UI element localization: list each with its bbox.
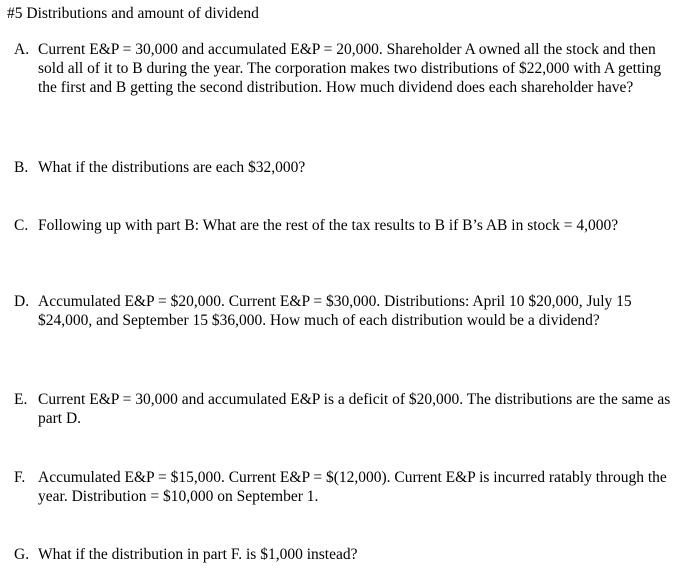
question-text: Current E&P = 30,000 and accumulated E&P is a deficit of $20,000. The distributions are the same as part D. <box>38 391 671 427</box>
question-g <box>14 545 678 564</box>
question-text: Current E&P = 30,000 and accumulated E&P = 20,000. Shareholder A owned all the stock and then sold all of it to B during the year. The corporation makes two distributions of $22,000 with A getting the first and B getting the second distribution. How much dividend does each shareholder have? <box>38 41 662 96</box>
question-letter: F. <box>14 469 26 486</box>
question-b <box>14 158 678 177</box>
document-title: #5 Distributions and amount of dividend <box>7 5 259 22</box>
question-letter: G. <box>14 546 30 563</box>
question-c <box>14 216 678 235</box>
question-letter: A. <box>14 41 30 58</box>
question-text: Accumulated E&P = $20,000. Current E&P = $30,000. Distributions: April 10 $20,000, July 15 $24,000, and September 15 $36,000. How much of each distribution would be a dividend? <box>38 293 632 329</box>
question-letter: D. <box>14 293 30 310</box>
question-text: Following up with part B: What are the rest of the tax results to B if B’s AB in stock = 4,000? <box>38 217 619 234</box>
question-e <box>14 390 678 428</box>
question-text: What if the distributions are each $32,000? <box>38 159 306 176</box>
question-letter: B. <box>14 159 29 176</box>
question-text: Accumulated E&P = $15,000. Current E&P = $(12,000). Current E&P is incurred ratably through the year. Distribution = $10,000 on September 1. <box>38 469 667 505</box>
question-text: What if the distribution in part F. is $1,000 instead? <box>38 546 358 563</box>
question-letter: E. <box>14 391 28 408</box>
question-f <box>14 468 678 506</box>
question-letter: C. <box>14 217 29 234</box>
question-d <box>14 292 678 330</box>
question-a <box>14 40 678 97</box>
